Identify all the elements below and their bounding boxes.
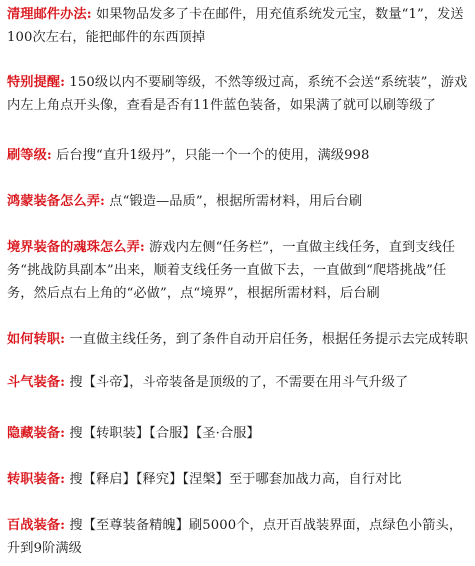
entry-key: 如何转职:: [7, 332, 66, 347]
entry-realm-soul-bead: [7, 236, 469, 305]
entry-key: 特别提醒:: [7, 75, 66, 90]
entry-text: 点“锻造—品质”，根据所需材料，用后台刷: [109, 194, 363, 209]
entry-text: 150级以内不要刷等级，不然等级过高，系统不会送“系统装”，游戏内左上角点开头像，查看是否有11件蓝色装备，如果满了就可以刷等级了: [7, 75, 468, 113]
entry-key: 境界装备的魂珠怎么弄:: [7, 240, 145, 255]
entry-douqi-equipment: [7, 371, 469, 394]
entry-text: 一直做主线任务，到了条件自动开启任务，根据任务提示去完成转职: [69, 332, 469, 347]
entry-special-reminder: [7, 71, 469, 117]
entry-key: 转职装备:: [7, 472, 66, 487]
entry-text: 搜【释启】【释究】【涅槃】至于哪套加战力高，自行对比: [69, 472, 402, 487]
entry-job-change: [7, 328, 469, 351]
entry-key: 斗气装备:: [7, 375, 66, 390]
entry-key: 清理邮件办法:: [7, 7, 92, 22]
entry-job-equipment: [7, 468, 469, 491]
entry-key: 鸿蒙装备怎么弄:: [7, 194, 105, 209]
entry-level-up: [7, 144, 469, 167]
entry-hidden-equipment: [7, 422, 469, 445]
entry-key: 百战装备:: [7, 518, 66, 533]
entry-text: 如果物品发多了卡在邮件，用充值系统发元宝，数量“1”，发送100次左右，能把邮件的东西顶掉: [7, 7, 464, 45]
entry-text: 后台搜“直升1级丹”，只能一个一个的使用，满级998: [56, 148, 370, 163]
entry-baizhan-equipment: [7, 514, 469, 560]
entry-text: 搜【至尊装备精魄】刷5000个，点开百战装界面，点绿色小箭头，升到9阶满级: [7, 518, 463, 556]
entry-text: 搜【转职装】【合服】【圣·合服】: [69, 426, 260, 441]
entry-hongmeng-equipment: [7, 190, 469, 213]
entry-key: 刷等级:: [7, 148, 52, 163]
entry-clear-mail: [7, 3, 469, 49]
entry-text: 搜【斗帝】，斗帝装备是顶级的了，不需要在用斗气升级了: [69, 375, 409, 390]
entry-key: 隐藏装备:: [7, 426, 66, 441]
entry-text: 游戏内左侧“任务栏”，一直做主线任务，直到支线任务“挑战防具副本”出来，顺着支线任务一直做下去，一直做到“爬塔挑战”任务，然后点右上角的“必做”，点“境界”，根据所需材料，后台刷: [7, 240, 456, 301]
